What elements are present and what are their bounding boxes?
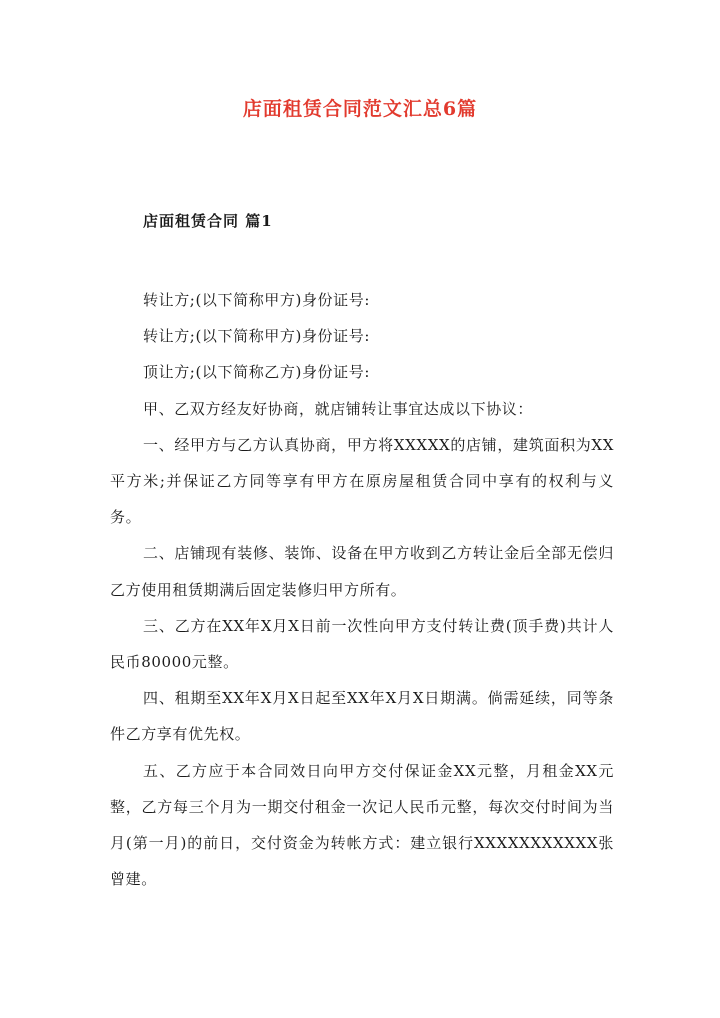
clause-3: 三、乙方在XX年X月X日前一次性向甲方支付转让费(顶手费)共计人民币80000元整。	[110, 616, 614, 672]
clause-5: 五、乙方应于本合同效日向甲方交付保证金XX元整，月租金XX元整，乙方每三个月为一期交付租金一次记人民币元整，每次交付时间为当月(第一月)的前日，交付资金为转帐方式：建立银行XXXXXXXXXXX张曾建。	[110, 761, 614, 889]
party-b-line: 顶让方;(以下简称乙方)身份证号:	[143, 363, 371, 382]
party-a-line-2: 转让方;(以下简称甲方)身份证号:	[143, 327, 371, 346]
agreement-intro: 甲、乙双方经友好协商，就店铺转让事宜达成以下协议：	[143, 399, 534, 418]
section-title: 店面租赁合同 篇1	[143, 212, 273, 230]
clause-2: 二、店铺现有装修、装饰、设备在甲方收到乙方转让金后全部无偿归乙方使用租赁期满后固定装修归甲方所有。	[110, 544, 614, 599]
document-body	[110, 282, 614, 897]
clause-1: 一、经甲方与乙方认真协商，甲方将XXXXX的店铺，建筑面积为XX平方米;并保证乙方同等享有甲方在原房屋租赁合同中享有的权利与义务。	[110, 435, 614, 527]
clause-4: 四、租期至XX年X月X日起至XX年X月X日期满。倘需延续，同等条件乙方享有优先权。	[110, 689, 614, 744]
document-title: 店面租赁合同范文汇总6篇	[242, 98, 478, 120]
party-a-line-1: 转让方;(以下简称甲方)身份证号:	[143, 291, 371, 309]
